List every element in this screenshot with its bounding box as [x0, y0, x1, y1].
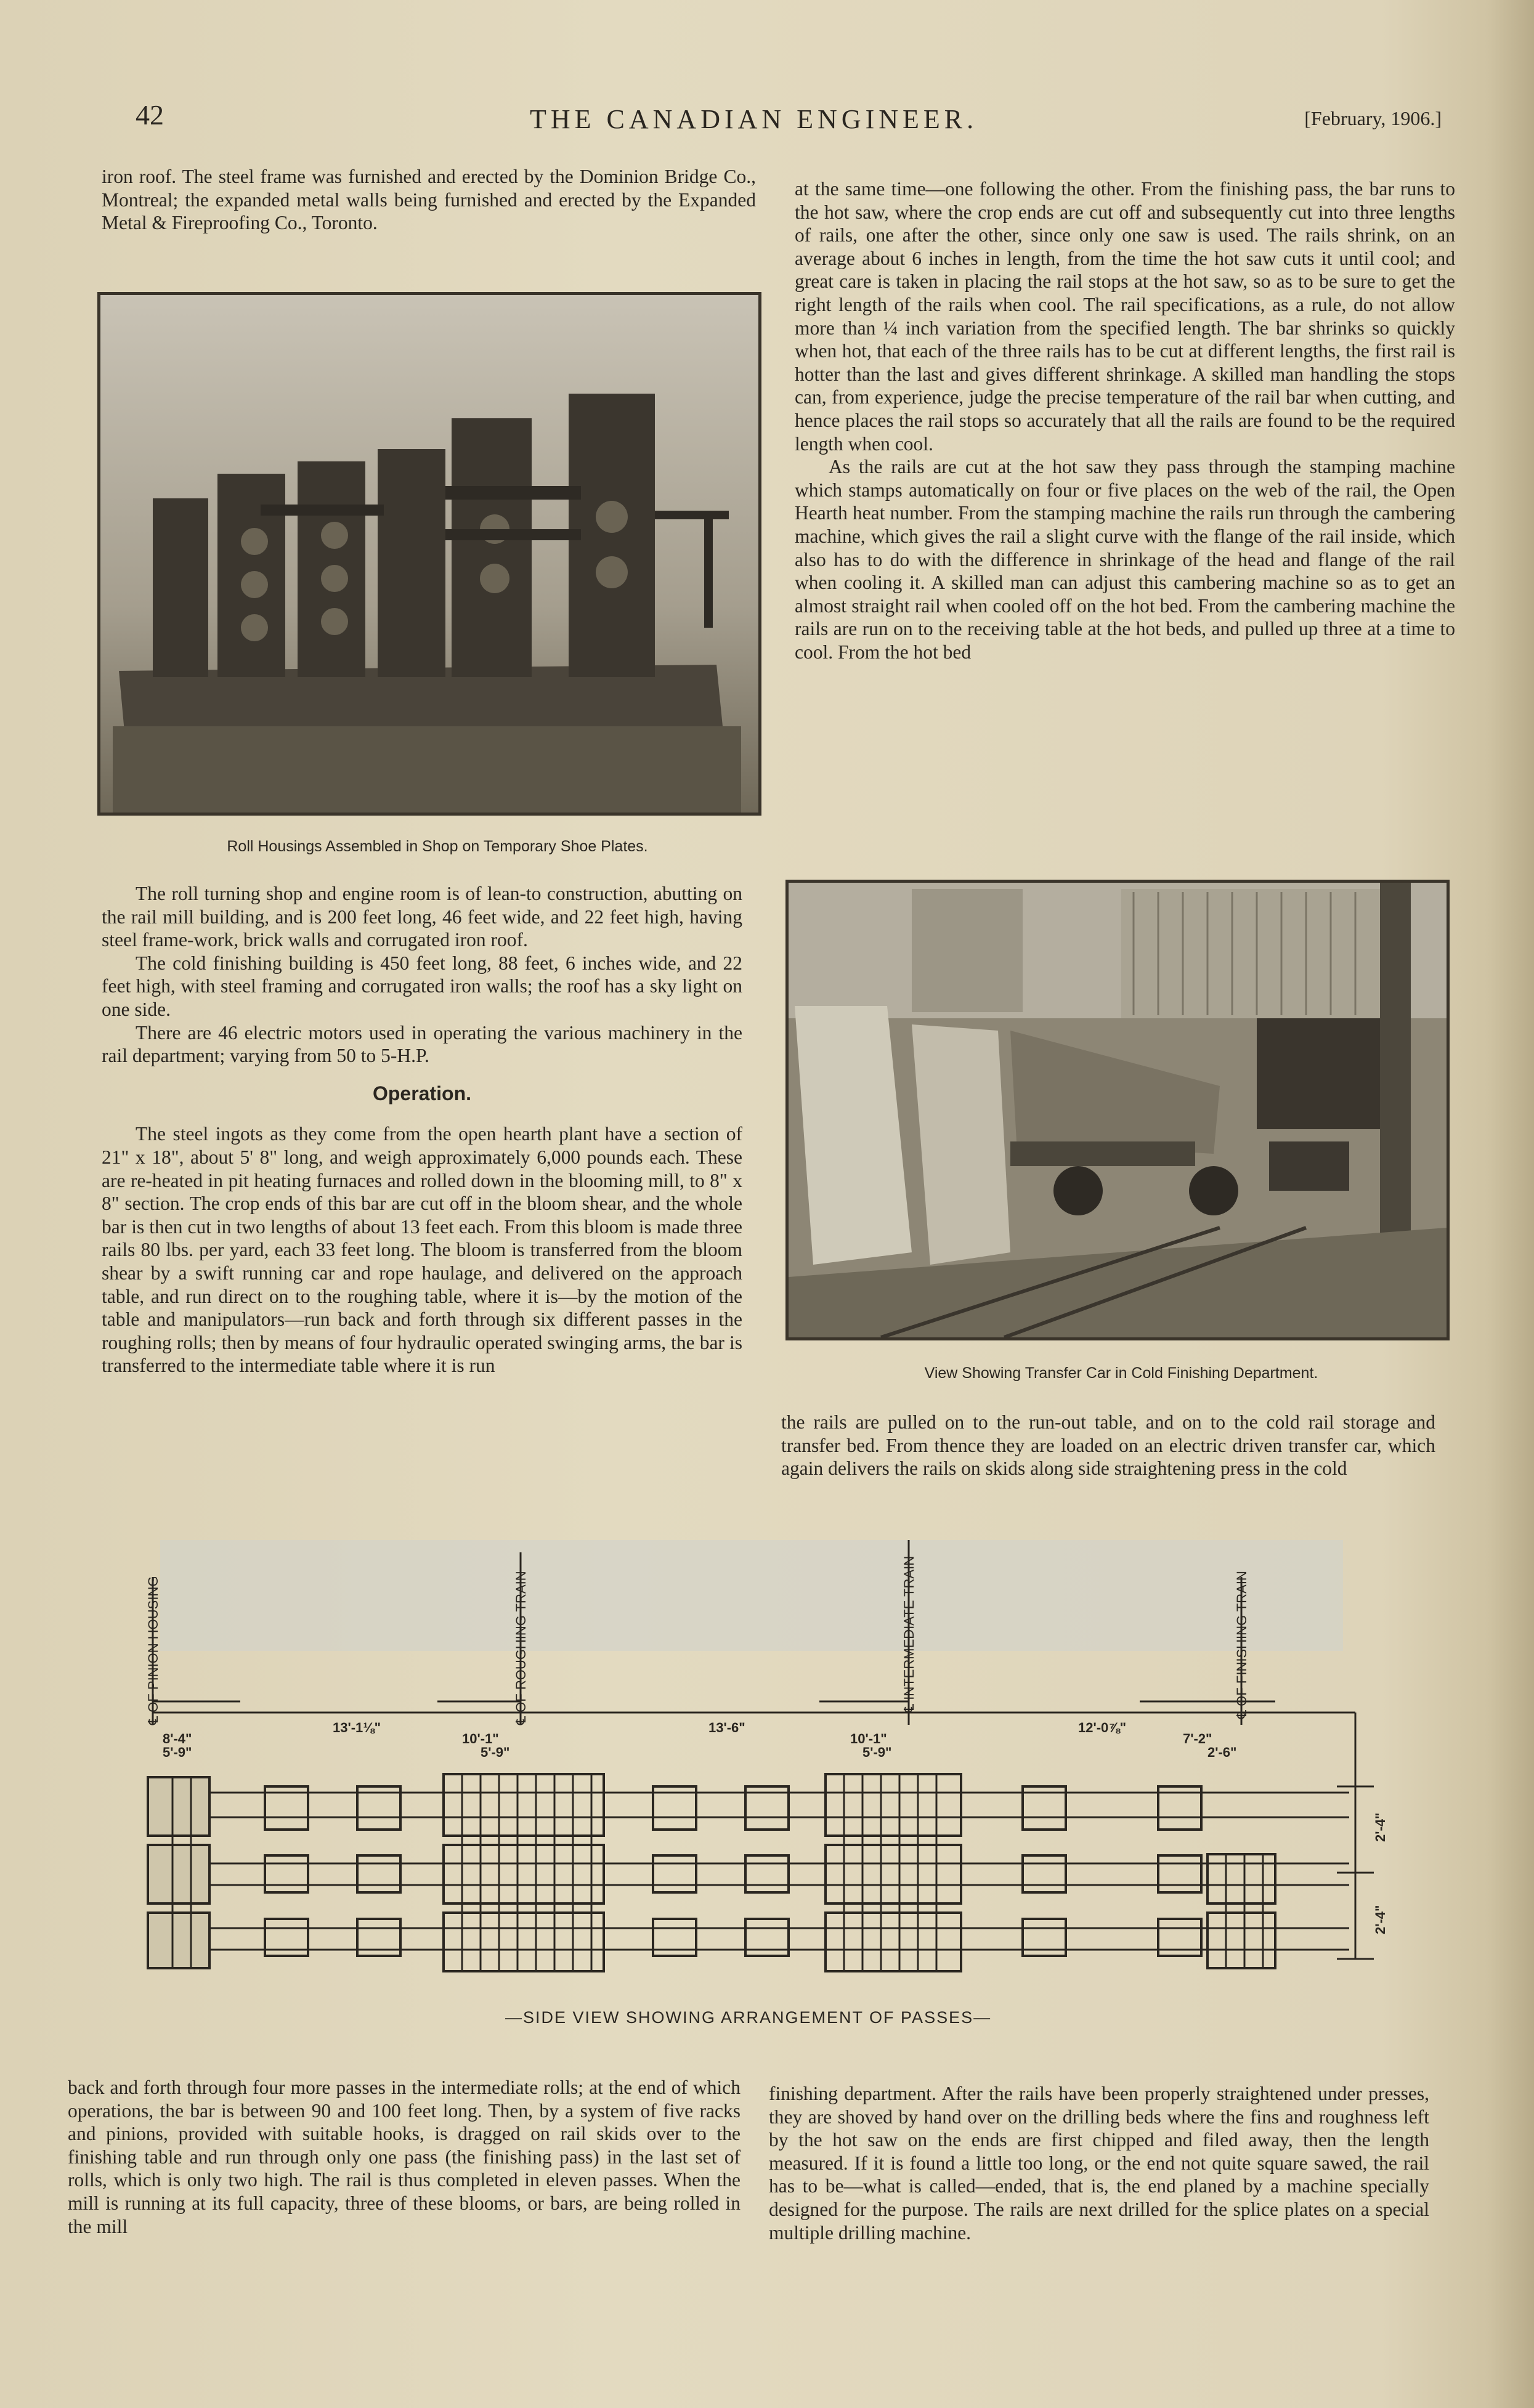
paragraph: The roll turning shop and engine room is of lean-to construction, abutting on the rail mill building, and is 200 feet long, 46 feet wide, and 22 feet high, having steel frame-work, brick walls and corrugated iron roof. — [102, 883, 742, 951]
left-column-top — [102, 165, 756, 235]
transfer-car-illustration — [789, 883, 1447, 1337]
photo-transfer-car — [785, 880, 1450, 1340]
paragraph: finishing department. After the rails have been properly straightened under presses, they are shoved by hand over on the drilling beds where the fins and roughness left by the hot saw on the ends are first chipped and filed away, then the length measured. If it is found a little too long, or the end not quite square sawed, the rail has to be—what is called—ended, that is, the end planed by a machine specially designed for the purpose. The rails are next drilled for the splice plates on a special multiple drilling machine. — [769, 2083, 1429, 2244]
roll-housings-illustration — [100, 295, 758, 813]
right-column-middle — [781, 1411, 1435, 1480]
label-roughing-train: ℄ OF ROUGHING TRAIN — [513, 1571, 529, 1725]
label-finishing-train: ℄ OF FINISHING TRAIN — [1234, 1571, 1249, 1719]
left-column-bottom — [68, 2076, 741, 2238]
dim-label: 5'-9" — [163, 1745, 192, 1760]
right-column-bottom — [769, 2082, 1429, 2244]
right-column-top — [795, 177, 1455, 663]
label-pinion-housing: ℄ OF PINION HOUSING — [145, 1576, 161, 1725]
drawing-title: —SIDE VIEW SHOWING ARRANGEMENT OF PASSES— — [505, 2008, 992, 2027]
dim-label: 8'-4" — [163, 1731, 192, 1746]
dim-label: 13'-1⅛" — [333, 1720, 381, 1735]
dim-label: 13'-6" — [708, 1720, 745, 1735]
dim-label: 5'-9" — [862, 1745, 892, 1760]
figure-caption-transfer-car: View Showing Transfer Car in Cold Finishing Department. — [924, 1364, 1318, 1382]
left-column-middle — [102, 882, 742, 1377]
paragraph: There are 46 electric motors used in operating the various machinery in the rail department; varying from 50 to 5-H.P. — [102, 1021, 742, 1067]
dim-label: 5'-9" — [481, 1745, 510, 1760]
passes-arrangement-drawing — [136, 1540, 1398, 2014]
page-header — [136, 99, 1442, 142]
issue-date: [February, 1906.] — [1304, 107, 1442, 129]
paragraph: iron roof. The steel frame was furnished and erected by the Dominion Bridge Co., Montreal; the expanded metal walls being furnished and erected by the Expanded Metal & Fireproofing Co., Toronto. — [102, 166, 756, 234]
paragraph: the rails are pulled on to the run-out table, and on to the cold rail storage and transfer bed. From thence they are loaded on an electric driven transfer car, which again delivers the rails on skids along side straightening press in the cold — [781, 1411, 1435, 1480]
photo-roll-housings — [97, 292, 761, 816]
page-number: 42 — [136, 99, 164, 131]
paragraph: As the rails are cut at the hot saw they pass through the stamping machine which stamps automatically on four or five places on the web of the rail, the Open Hearth heat number. From the stamping machine the rails run through the cambering machine, which gives the rail a slight curve with the flange of the rail inside, which also has to do with the difference in shrinkage of the head and flange of the rail when cooling it. A skilled man can adjust this cambering machine so as to get an almost straight rail when cooled off on the hot bed. From the cambering machine the rails are run on to the receiving table at the hot beds, and pulled up three at a time to cool. From the hot bed — [795, 456, 1455, 663]
figure-caption-roll-housings: Roll Housings Assembled in Shop on Temporary Shoe Plates. — [227, 838, 648, 855]
section-heading-operation: Operation. — [372, 1082, 471, 1105]
journal-title: THE CANADIAN ENGINEER. — [530, 104, 978, 134]
paragraph: The cold finishing building is 450 feet long, 88 feet, 6 inches wide, and 22 feet high, with steel framing and corrugated iron walls; the roof has a sky light on one side. — [102, 952, 742, 1020]
dim-label: 10'-1" — [462, 1731, 499, 1746]
dim-label: 2'-4" — [1373, 1812, 1388, 1842]
dim-label: 2'-4" — [1373, 1905, 1388, 1934]
dim-label: 10'-1" — [850, 1731, 887, 1746]
dim-label: 7'-2" — [1183, 1731, 1212, 1746]
label-intermediate-train: ℄ INTERMEDIATE TRAIN — [901, 1555, 917, 1713]
dim-label: 12'-0⅞" — [1078, 1720, 1127, 1735]
side-view-drawing — [136, 1540, 1398, 2014]
paragraph: back and forth through four more passes in the intermediate rolls; at the end of which operations, the bar is between 90 and 100 feet long. Then, by a system of five racks and pinions, provided with suitable hooks, is dragged on rail skids over to the finishing table and run through only one pass (the finishing pass) in the last set of rolls, which is only two high. The rail is thus completed in eleven passes. When the mill is running at its full capacity, three of these blooms, or bars, are being rolled in the mill — [68, 2077, 741, 2237]
dim-label: 2'-6" — [1207, 1745, 1237, 1760]
paragraph: at the same time—one following the other. From the finishing pass, the bar runs to the hot saw, where the crop ends are cut off and subsequently cut into three lengths of rails, one after the other, since only one saw is used. The rails shrink, on an average about 6 inches in length, from the time the hot saw cuts it until cool; and great care is taken in placing the rail stops at the hot saw, so as to be sure to get the right length of the rails when cool. The rail specifications, as a rule, do not allow more than ¼ inch variation from the specified length. The bar shrinks so quickly when hot, that each of the three rails has to be cut at different lengths, the first rail is hotter than the last and gives different shrinkage. A skilled man handling the stops can, from experience, judge the precise temperature of the rail bar when cutting, and hence places the rail stops so accurately that all the rails are found to be the required length when cool. — [795, 178, 1455, 455]
paragraph: The steel ingots as they come from the open hearth plant have a section of 21" x 18", about 5' 8" long, and weigh approximately 6,000 pounds each. These are re-heated in pit heating furnaces and rolled down in the blooming mill, to 8" x 8" section. The crop ends of this bar are cut off in the bloom shear, and the whole bar is then cut in two lengths of about 13 feet each. From this bloom is made three rails 80 lbs. per yard, each 33 feet long. The bloom is transferred from the bloom shear by a swift running car and rope haulage, and delivered on the approach table, and run direct on to the roughing table, where it is—by the motion of the table and manipulators—run back and forth through six different passes in the roughing rolls; then by means of four hydraulic operated swinging arms, the bar is transferred to the intermediate table where it is run — [102, 1123, 742, 1377]
